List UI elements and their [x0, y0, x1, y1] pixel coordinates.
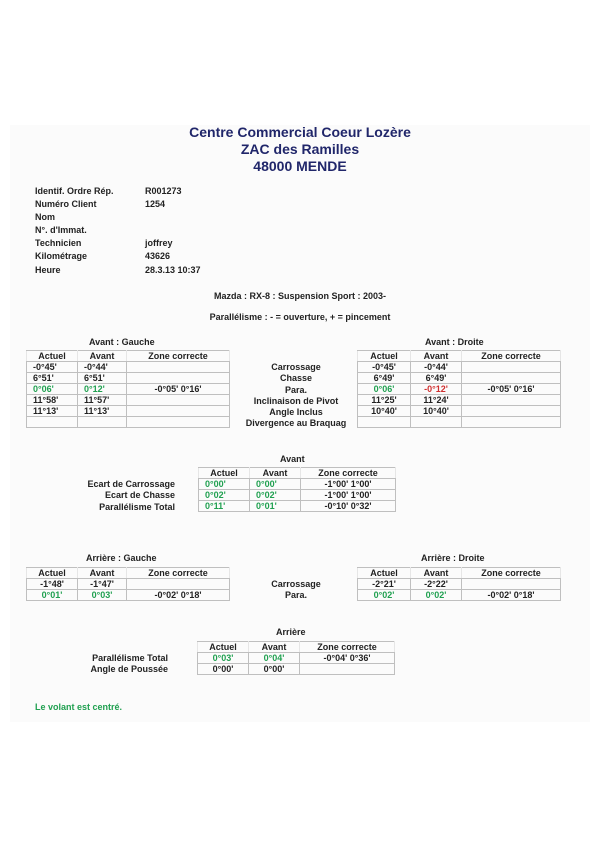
col-header-actuel: Actuel — [198, 642, 249, 653]
cell-actuel: 0°03' — [198, 653, 249, 664]
cell-avant — [78, 417, 127, 428]
cell-zone — [462, 417, 561, 428]
cell-zone — [127, 395, 230, 406]
rear-right-title: Arrière : Droite — [421, 553, 485, 563]
col-header-zone: Zone correcte — [301, 468, 396, 479]
cell-avant: 6°51' — [78, 373, 127, 384]
cell-actuel: 11°13' — [27, 406, 78, 417]
col-header-zone: Zone correcte — [127, 351, 230, 362]
cell-avant: -1°47' — [78, 579, 127, 590]
cell-zone: -0°04' 0°36' — [300, 653, 395, 664]
measure-label: Chasse — [279, 373, 313, 384]
table-row — [358, 395, 561, 406]
cell-zone: -0°05' 0°16' — [462, 384, 561, 395]
cell-avant — [411, 417, 462, 428]
rear-measure-labels — [232, 579, 360, 602]
info-label: Nom — [35, 212, 55, 223]
col-header-zone: Zone correcte — [462, 568, 561, 579]
cell-zone — [127, 362, 230, 373]
cell-avant: 11°57' — [78, 395, 127, 406]
table-header-row — [358, 568, 561, 579]
summary-label: Ecart de Carrossage — [87, 479, 175, 489]
header-address: ZAC des Ramilles — [240, 141, 360, 157]
col-header-avant: Avant — [411, 351, 462, 362]
table-row — [27, 384, 230, 395]
cell-zone: -1°00' 1°00' — [301, 479, 396, 490]
table-row — [27, 395, 230, 406]
rear-summary-labels — [40, 653, 168, 676]
rear-right-table — [357, 567, 561, 601]
cell-zone — [127, 579, 230, 590]
info-value: 1254 — [145, 199, 166, 210]
cell-actuel: 11°25' — [358, 395, 411, 406]
cell-avant: 0°02' — [250, 490, 301, 501]
cell-avant: 10°40' — [411, 406, 462, 417]
measure-label: Para. — [284, 590, 308, 601]
header-company: Centre Commercial Coeur Lozère — [189, 124, 411, 140]
report-header — [0, 124, 600, 175]
measure-label: Carrossage — [271, 579, 321, 589]
info-value: 43626 — [145, 251, 171, 262]
col-header-avant: Avant — [249, 642, 300, 653]
steering-centered-note: Le volant est centré. — [35, 702, 123, 712]
cell-avant: -0°12' — [411, 384, 462, 395]
front-left-title: Avant : Gauche — [89, 337, 155, 347]
vehicle-description: Mazda : RX-8 : Suspension Sport : 2003- — [213, 291, 387, 301]
cell-actuel: -0°45' — [27, 362, 78, 373]
table-row — [198, 664, 395, 675]
cell-zone: -0°10' 0°32' — [301, 501, 396, 512]
summary-label: Parallélisme Total — [99, 501, 175, 512]
cell-avant: 0°00' — [249, 664, 300, 675]
table-row — [199, 490, 396, 501]
cell-actuel: 10°40' — [358, 406, 411, 417]
rear-summary-title: Arrière — [276, 627, 306, 637]
measure-label: Inclinaison de Pivot — [253, 395, 339, 406]
cell-actuel: -0°45' — [358, 362, 411, 373]
table-row — [358, 406, 561, 417]
col-header-avant: Avant — [250, 468, 301, 479]
info-label: Numéro Client — [35, 199, 97, 210]
col-header-avant: Avant — [411, 568, 462, 579]
summary-label: Parallélisme Total — [92, 653, 168, 663]
cell-avant: 0°02' — [411, 590, 462, 601]
info-label: N°. d'Immat. — [35, 225, 87, 236]
col-header-actuel: Actuel — [27, 351, 78, 362]
col-header-avant: Avant — [78, 568, 127, 579]
cell-actuel: 0°11' — [199, 501, 250, 512]
info-label: Technicien — [35, 238, 82, 249]
table-row — [198, 653, 395, 664]
measure-label: Carrossage — [271, 362, 321, 372]
rear-left-title: Arrière : Gauche — [86, 553, 157, 563]
cell-avant: -2°22' — [411, 579, 462, 590]
col-header-actuel: Actuel — [358, 351, 411, 362]
table-row — [358, 579, 561, 590]
table-row — [199, 501, 396, 512]
cell-actuel: 0°01' — [27, 590, 78, 601]
cell-actuel: -2°21' — [358, 579, 411, 590]
cell-actuel — [27, 417, 78, 428]
info-value: R001273 — [145, 186, 182, 196]
cell-avant: -0°44' — [78, 362, 127, 373]
front-right-table — [357, 350, 561, 428]
front-measure-labels — [232, 362, 360, 430]
cell-avant: 11°24' — [411, 395, 462, 406]
cell-actuel: 0°00' — [199, 479, 250, 490]
measure-label: Divergence au Braquag — [245, 418, 347, 429]
cell-avant: 0°00' — [250, 479, 301, 490]
table-row — [358, 373, 561, 384]
table-header-row — [27, 351, 230, 362]
col-header-zone: Zone correcte — [300, 642, 395, 653]
rear-left-table — [26, 567, 230, 601]
cell-zone — [462, 362, 561, 373]
cell-avant: 0°03' — [78, 590, 127, 601]
cell-actuel: 0°00' — [198, 664, 249, 675]
cell-zone — [462, 373, 561, 384]
cell-actuel: 11°58' — [27, 395, 78, 406]
col-header-actuel: Actuel — [358, 568, 411, 579]
table-row — [358, 384, 561, 395]
table-header-row — [198, 642, 395, 653]
cell-actuel: 0°02' — [199, 490, 250, 501]
cell-avant: 0°04' — [249, 653, 300, 664]
cell-zone: -0°05' 0°16' — [127, 384, 230, 395]
table-row — [199, 479, 396, 490]
front-summary-title: Avant — [280, 454, 305, 464]
rear-summary-table — [197, 641, 395, 675]
cell-zone — [462, 579, 561, 590]
table-row — [27, 362, 230, 373]
measure-label: Para. — [284, 384, 308, 395]
cell-zone: -1°00' 1°00' — [301, 490, 396, 501]
cell-zone — [462, 406, 561, 417]
cell-actuel: 6°49' — [358, 373, 411, 384]
cell-zone — [127, 373, 230, 384]
table-row — [27, 417, 230, 428]
front-summary-table — [198, 467, 396, 512]
info-value: joffrey — [145, 238, 173, 249]
col-header-zone: Zone correcte — [127, 568, 230, 579]
table-row — [358, 362, 561, 373]
cell-zone: -0°02' 0°18' — [462, 590, 561, 601]
cell-actuel — [358, 417, 411, 428]
cell-zone — [462, 395, 561, 406]
cell-zone — [127, 417, 230, 428]
col-header-avant: Avant — [78, 351, 127, 362]
table-row — [27, 406, 230, 417]
front-summary-labels — [40, 479, 175, 513]
table-row — [358, 417, 561, 428]
table-row — [27, 579, 230, 590]
cell-actuel: 0°06' — [358, 384, 411, 395]
header-city: 48000 MENDE — [253, 158, 347, 174]
measure-label: Angle Inclus — [269, 407, 323, 418]
summary-label: Ecart de Chasse — [104, 490, 175, 501]
cell-zone: -0°02' 0°18' — [127, 590, 230, 601]
info-value: 28.3.13 10:37 — [145, 264, 201, 275]
info-label: Identif. Ordre Rép. — [35, 186, 114, 196]
cell-actuel: -1°48' — [27, 579, 78, 590]
table-row — [27, 373, 230, 384]
cell-avant: 0°01' — [250, 501, 301, 512]
cell-avant: 11°13' — [78, 406, 127, 417]
table-row — [358, 590, 561, 601]
cell-zone — [127, 406, 230, 417]
table-header-row — [358, 351, 561, 362]
col-header-actuel: Actuel — [199, 468, 250, 479]
info-label: Kilométrage — [35, 251, 88, 262]
info-label: Heure — [35, 264, 61, 275]
table-header-row — [199, 468, 396, 479]
cell-zone — [300, 664, 395, 675]
cell-actuel: 6°51' — [27, 373, 78, 384]
col-header-zone: Zone correcte — [462, 351, 561, 362]
cell-actuel: 0°06' — [27, 384, 78, 395]
col-header-actuel: Actuel — [27, 568, 78, 579]
cell-avant: 6°49' — [411, 373, 462, 384]
front-left-table — [26, 350, 230, 428]
table-row — [27, 590, 230, 601]
front-right-title: Avant : Droite — [425, 337, 484, 347]
summary-label: Angle de Poussée — [90, 664, 168, 675]
cell-actuel: 0°02' — [358, 590, 411, 601]
table-header-row — [27, 568, 230, 579]
toe-legend: Parallélisme : - = ouverture, + = pincement — [209, 312, 391, 322]
cell-avant: 0°12' — [78, 384, 127, 395]
cell-avant: -0°44' — [411, 362, 462, 373]
